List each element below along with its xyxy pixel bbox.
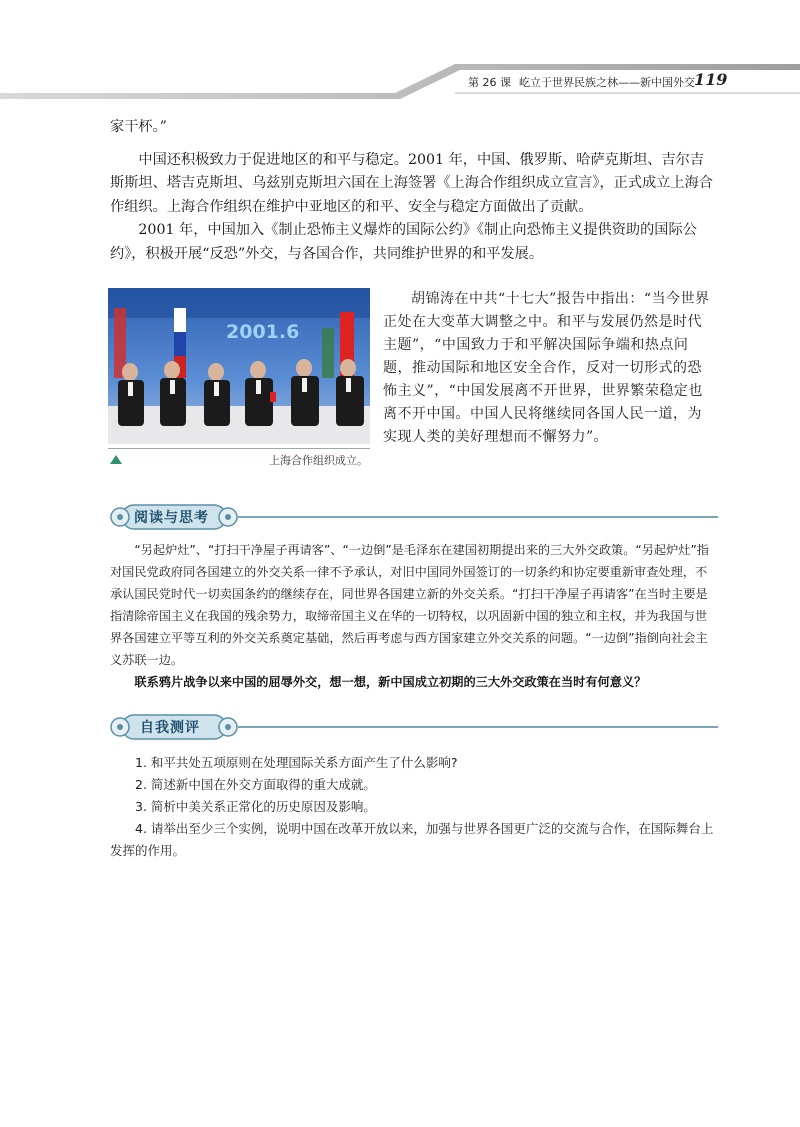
self-eval-list <box>110 752 718 862</box>
paragraph: 家干杯。” <box>110 119 167 135</box>
lesson-title: 屹立于世界民族之林——新中国外交 <box>519 76 695 89</box>
section-title: 自我测评 <box>140 720 200 736</box>
reading-question: 联系鸦片战争以来中国的屈辱外交，想一想，新中国成立初期的三大外交政策在当时有何意义？ <box>134 675 647 689</box>
paragraph: 中国还积极致力于促进地区的和平与稳定。2001 年，中国、俄罗斯、哈萨克斯坦、吉尔吉斯斯坦、塔吉克斯坦、乌兹别克斯坦六国在上海签署《上海合作组织成立宣言》，正式成立上海合作组织。上海合作组织在维护中亚地区的和平、安全与稳定方面做出了贡献。 <box>110 151 713 215</box>
caption-text: 上海合作组织成立。 <box>269 454 368 467</box>
reading-content <box>110 539 718 693</box>
lesson-number: 第 26 课 <box>468 76 511 89</box>
reading-section-header <box>108 502 718 532</box>
divider <box>238 516 718 518</box>
section-title: 阅读与思考 <box>134 510 209 526</box>
triangle-icon <box>110 455 122 464</box>
list-item: 1. 和平共处五项原则在处理国际关系方面产生了什么影响? <box>135 755 458 770</box>
paragraph: 2001 年，中国加入《制止恐怖主义爆炸的国际公约》《制止向恐怖主义提供资助的国际公约》，积极开展“反恐”外交，与各国合作，共同维护世界的和平发展。 <box>110 222 697 262</box>
photo-caption <box>108 448 370 469</box>
sco-founding-photo <box>108 288 370 444</box>
page-number: 119 <box>694 70 728 89</box>
main-text <box>110 116 715 266</box>
banner-text: 2001.6 <box>226 321 300 343</box>
reading-paragraph: “另起炉灶”、“打扫干净屋子再请客”、“一边倒”是毛泽东在建国初期提出来的三大外交政策。“另起炉灶”指对国民党政府同各国建立的外交关系一律不予承认，对旧中国同外国签订的一切条约和协定要重新审查处理，不承认国民党时代一切卖国条约的继续存在，同世界各国建立新的外交关系。“打扫干净屋子再请客”在当时主要是指清除帝国主义在我国的残余势力，取缔帝国主义在华的一切特权，以巩固新中国的独立和主权，并为我国与世界各国建立平等互利的外交关系奠定基础，然后再考虑与西方国家建立外交关系的问题。“一边倒”指倒向社会主义苏联一边。 <box>110 543 709 667</box>
list-item: 4. 请举出至少三个实例，说明中国在改革开放以来，加强与世界各国更广泛的交流与合作，在国际舞台上发挥的作用。 <box>110 821 714 858</box>
hu-jintao-quote <box>383 288 713 449</box>
running-header <box>468 74 695 90</box>
list-item: 2. 简述新中国在外交方面取得的重大成就。 <box>135 777 376 792</box>
self-eval-section-header <box>108 712 718 742</box>
list-item: 3. 简析中美关系正常化的历史原因及影响。 <box>135 799 376 814</box>
quote-text: 胡锦涛在中共“十七大”报告中指出：“当今世界正处在大变革大调整之中。和平与发展仍然是时代主题”，“中国致力于和平解决国际争端和热点问题，推动国际和地区安全合作，反对一切形式的恐怖主义”，“中国发展离不开世界，世界繁荣稳定也离不开中国。中国人民将继续同各国人民一道，为实现人类的美好理想而不懈努力”。 <box>383 291 710 445</box>
divider <box>238 726 718 728</box>
